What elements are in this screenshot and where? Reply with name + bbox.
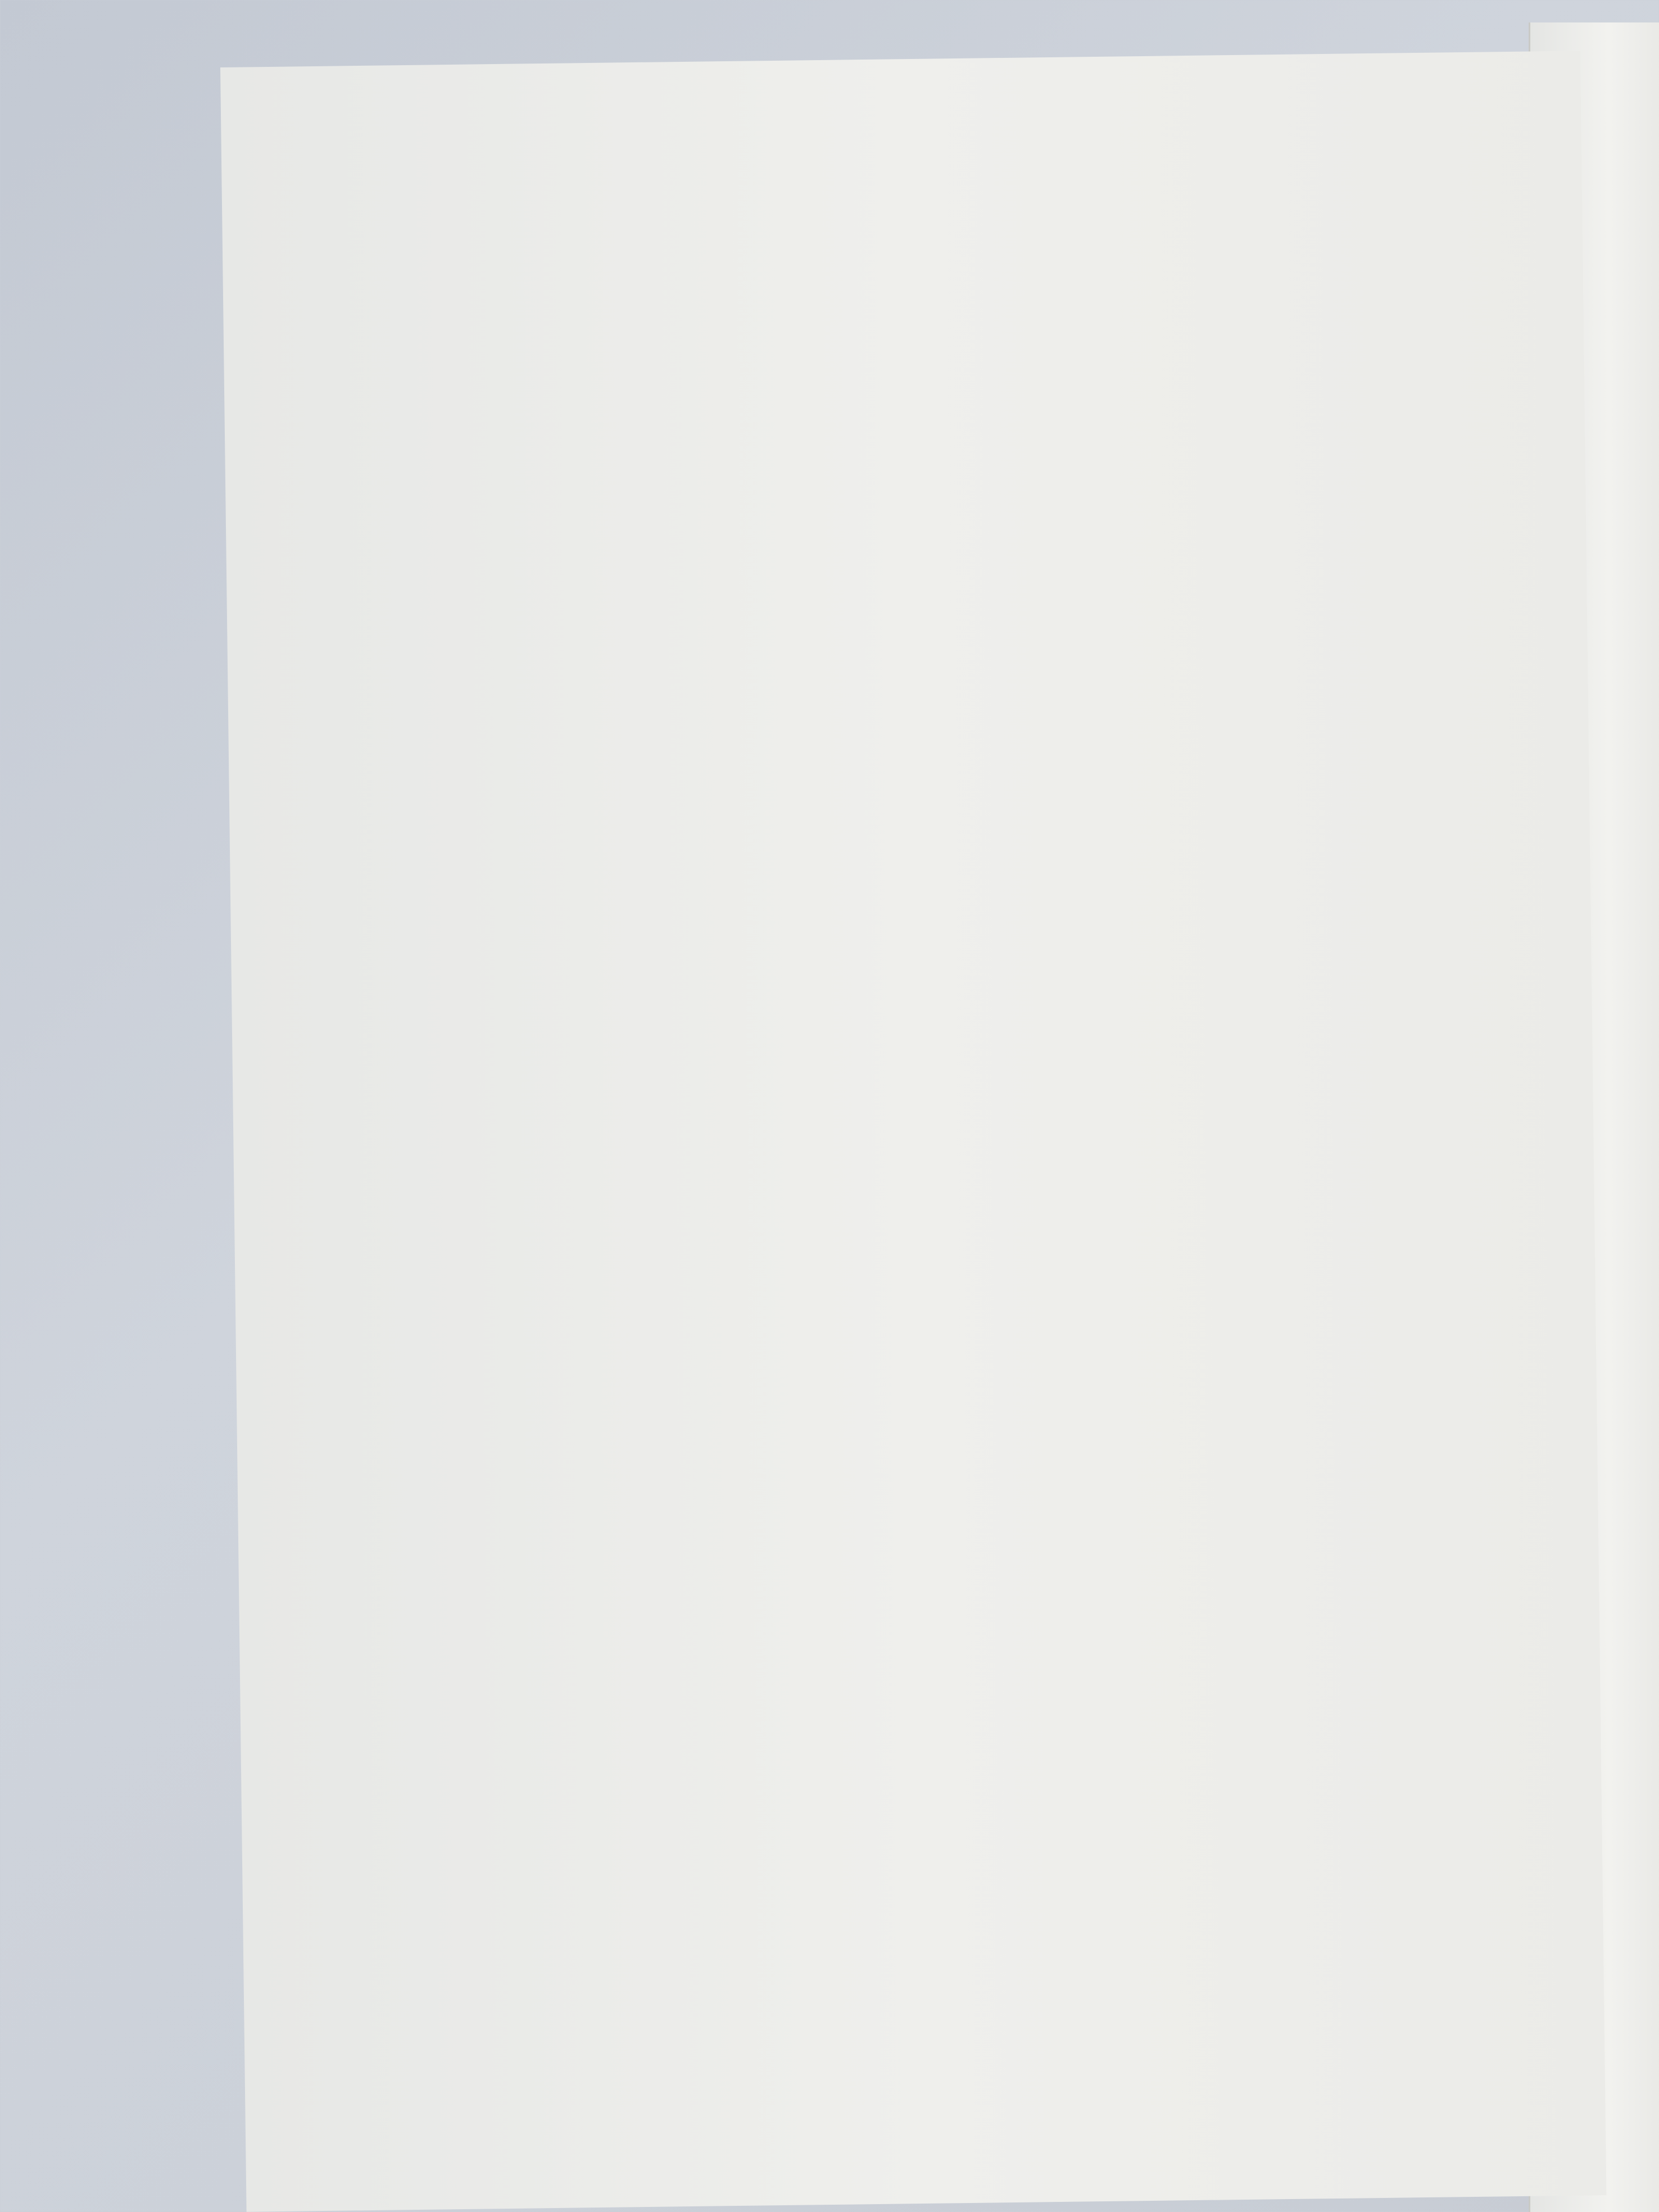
front-matter-list [220, 51, 1580, 67]
toc-sections [220, 51, 1580, 67]
page-heading [222, 185, 1582, 202]
page-number [244, 1995, 1604, 2012]
book-page [220, 51, 1606, 2211]
